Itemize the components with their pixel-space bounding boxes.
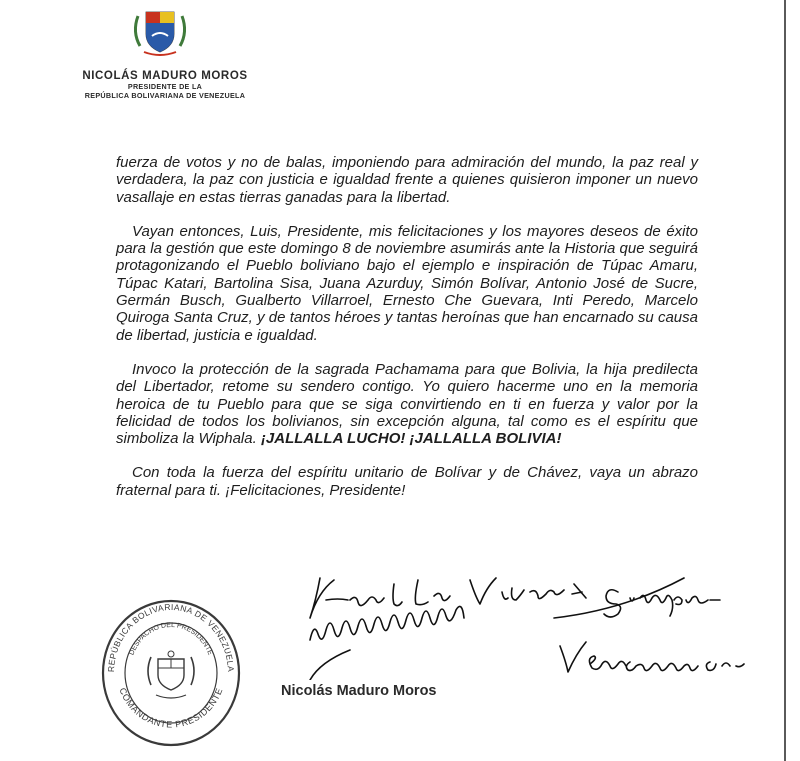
letter-paragraph-3 xyxy=(116,361,698,447)
letter-paragraph-3-exclamation: ¡JALLALLA LUCHO! ¡JALLALLA BOLIVIA! xyxy=(260,430,562,448)
letterhead-title-line2: REPÚBLICA BOLIVARIANA DE VENEZUELA xyxy=(84,91,246,100)
letterhead-name: NICOLÁS MADURO MOROS xyxy=(82,70,248,82)
letterhead xyxy=(55,70,275,100)
letter-body xyxy=(116,154,698,516)
seal-top-text: REPÚBLICA BOLIVARIANA DE VENEZUELA xyxy=(105,601,237,673)
seal-inner-text: DESPACHO DEL PRESIDENTE xyxy=(128,621,214,657)
coat-of-arms-icon xyxy=(130,6,190,62)
letter-paragraph-4: Con toda la fuerza del espíritu unitario de Bolívar y de Chávez, vaya un abrazo fraternal para ti. ¡Felicitaciones, Presidente! xyxy=(116,464,698,499)
signer-name: Nicolás Maduro Moros xyxy=(281,683,437,699)
svg-text:COMANDANTE PRESIDENTE xyxy=(117,686,224,729)
letterhead-title-line1: PRESIDENTE DE LA xyxy=(127,82,203,91)
seal-bottom-text: COMANDANTE PRESIDENTE xyxy=(117,686,225,730)
seal-emblem-icon xyxy=(148,651,194,698)
letter-paragraph-2: Vayan entonces, Luis, Presidente, mis felicitaciones y los mayores deseos de éxito para la gestión que este domingo 8 de noviembre asumirás ante la Historia que seguirá protagonizando el Pueblo boliviano bajo el ejemplo e inspiración de Túpac Amaru, Túpac Katari, Bartolina Sisa, Juana Azurduy, Simón Bolívar, Antonio José de Sucre, Germán Busch, Gualberto Villarroel, Ernesto Che Guevara, Inti Peredo, Marcelo Quiroga Santa Cruz, y de tantos héroes y tantas heroínas que han encarnado su causa de libertad, justicia e igualdad. xyxy=(116,222,698,344)
letter-paragraph-3-text: Invoco la protección de la sagrada Pachamama para que Bolivia, la hija predilecta del Libertador, retome su sendero contigo. Yo quiero hacerme uno en la memoria heroica de tu Pueblo para que se siga convirtiendo en ti en fuerza y valor por la felicidad de todos los bolivianos, sin excepción alguna, tal como es el espíritu que simboliza la Wiphala. xyxy=(116,360,698,448)
page-edge-line xyxy=(784,0,786,761)
official-seal xyxy=(96,593,246,748)
letter-paragraph-1: fuerza de votos y no de balas, imponiendo para admiración del mundo, la paz real y verdadera, la paz con justicia e igualdad frente a quienes quisieron imponer un nuevo vasallaje en estas tierras ganadas para la libertad. xyxy=(116,154,698,206)
handwritten-signature xyxy=(290,570,770,680)
